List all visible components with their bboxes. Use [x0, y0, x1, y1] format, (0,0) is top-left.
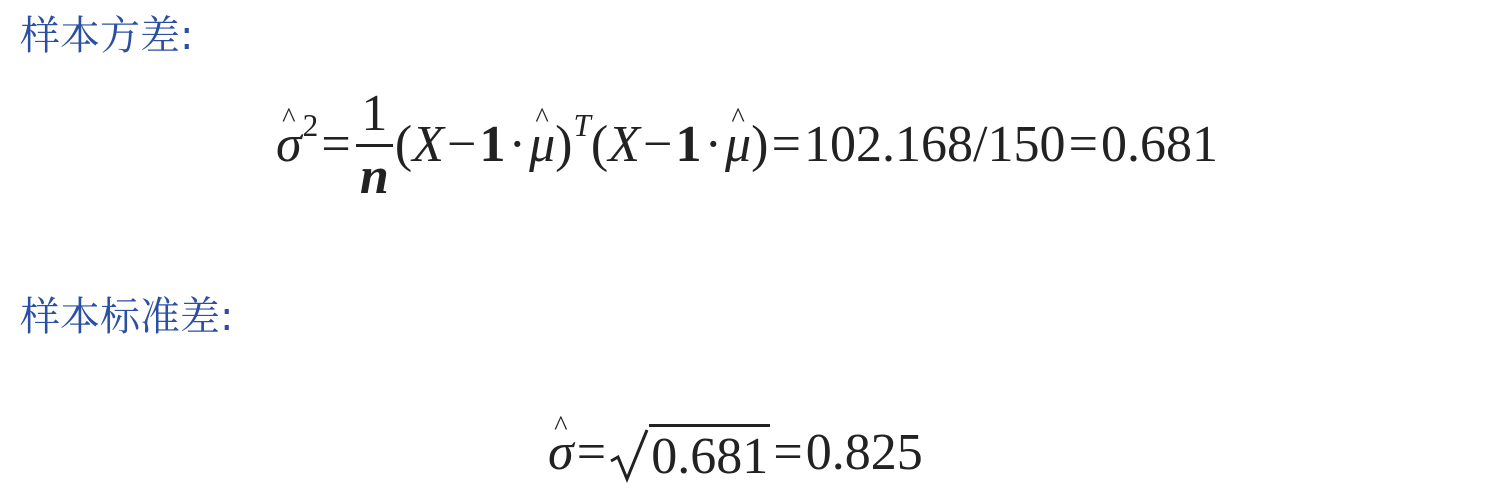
- square-root: [609, 424, 770, 483]
- equals-sign-4: =: [576, 424, 607, 481]
- matrix-x-2: X: [608, 116, 640, 173]
- open-paren: (: [394, 116, 413, 173]
- variance-formula: [276, 85, 1218, 205]
- variance-result: 0.681: [1101, 116, 1219, 173]
- dot-operator: ·: [508, 116, 526, 173]
- equals-sign-5: =: [773, 424, 803, 481]
- sigma-hat-symbol: ^ σ: [276, 119, 302, 171]
- ones-vector: 1: [479, 116, 506, 173]
- equals-sign-3: =: [1068, 116, 1098, 173]
- close-paren: ): [555, 116, 573, 173]
- transpose-symbol: T: [573, 108, 591, 144]
- fraction-denominator: n: [359, 147, 389, 205]
- fraction-one-over-n: [356, 84, 393, 205]
- stddev-heading: 样本标准差:: [20, 294, 234, 340]
- close-paren-2: ): [751, 116, 769, 173]
- stddev-formula: [548, 420, 923, 486]
- radical-sign-icon: [609, 427, 649, 483]
- radicand: 0.681: [649, 424, 770, 483]
- minus-sign: −: [447, 116, 477, 173]
- ones-vector-2: 1: [675, 116, 702, 173]
- equals-sign: =: [321, 116, 351, 173]
- equals-sign-2: =: [771, 116, 801, 173]
- dot-operator-2: ·: [704, 116, 722, 173]
- minus-sign-2: −: [643, 116, 673, 173]
- ratio-value: 102.168/150: [804, 116, 1066, 173]
- mu-hat-symbol-2: ^ μ: [725, 119, 751, 171]
- variance-exponent: 2: [302, 108, 319, 144]
- variance-heading: 样本方差:: [20, 13, 194, 59]
- matrix-x: X: [412, 116, 444, 173]
- stddev-result: 0.825: [805, 424, 923, 481]
- open-paren-2: (: [590, 116, 609, 173]
- sigma-hat-symbol-2: ^ σ: [548, 427, 574, 479]
- fraction-numerator: 1: [361, 84, 388, 142]
- mu-hat-symbol: ^ μ: [529, 119, 555, 171]
- fraction-bar: [356, 144, 393, 147]
